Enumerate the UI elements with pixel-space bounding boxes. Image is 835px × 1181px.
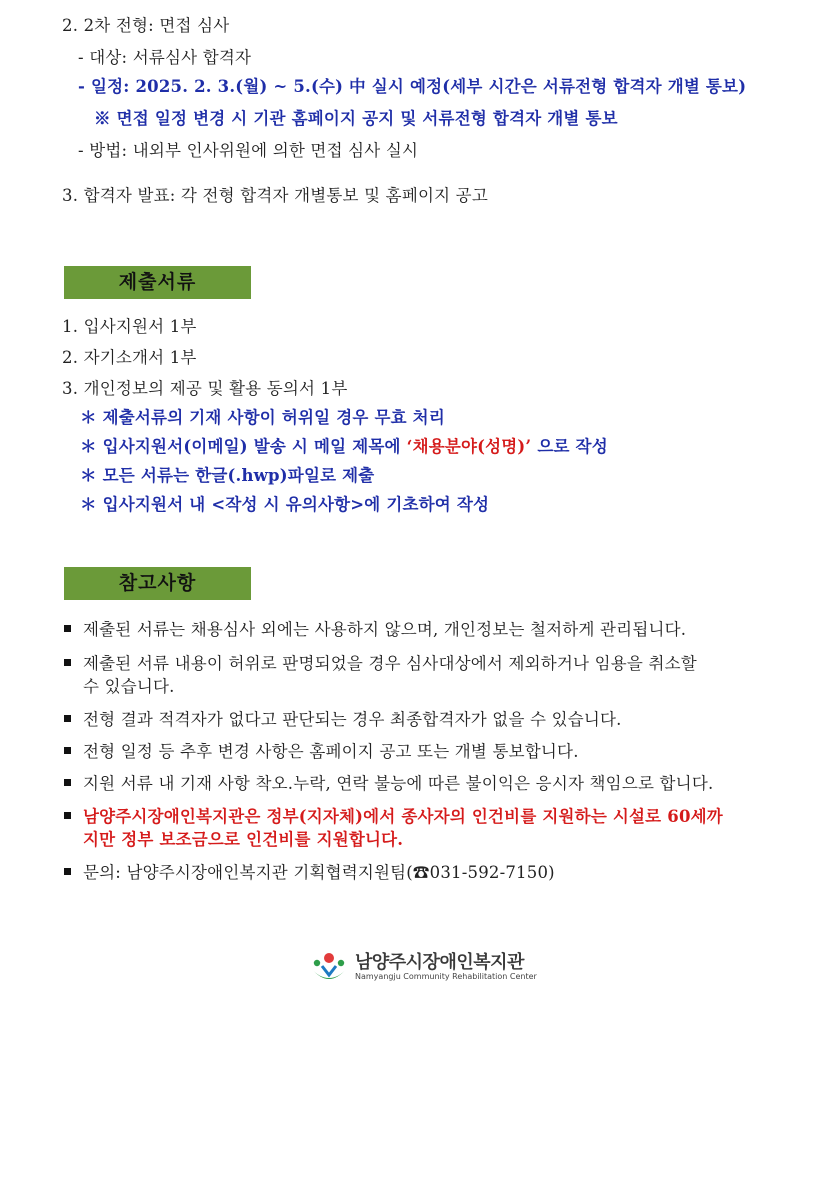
step2-note: ※ 면접 일정 변경 시 기관 홈페이지 공지 및 서류전형 합격자 개별 통보 bbox=[94, 109, 618, 128]
document-note-1: ＊ 제출서류의 기재 사항이 허위일 경우 무효 처리 bbox=[80, 408, 445, 427]
document-note-2-quote: ‘채용분야(성명)’ bbox=[406, 437, 532, 456]
bullet-square-icon bbox=[64, 747, 71, 754]
step2-title: 2. 2차 전형: 면접 심사 bbox=[62, 16, 230, 35]
reference-item-3-text: 전형 결과 적격자가 없다고 판단되는 경우 최종합격자가 없을 수 있습니다. bbox=[83, 710, 622, 729]
reference-item-4-text: 전형 일정 등 추후 변경 사항은 홈페이지 공고 또는 개별 통보합니다. bbox=[83, 742, 579, 761]
step2-method: - 방법: 내외부 인사위원에 의한 면접 심사 실시 bbox=[78, 141, 419, 160]
reference-item-6-text: 남양주시장애인복지관은 정부(지자체)에서 종사자의 인건비를 지원하는 시설로 60세까 bbox=[83, 807, 723, 826]
center-logo-name-en: Namyangju Community Rehabilitation Center bbox=[355, 972, 537, 981]
document-note-2-text: ＊ 입사지원서(이메일) 발송 시 메일 제목에 bbox=[80, 437, 401, 456]
references-header: 참고사항 bbox=[64, 567, 251, 600]
center-logo bbox=[309, 946, 539, 986]
document-item-2: 2. 자기소개서 1부 bbox=[62, 348, 197, 367]
center-logo-icon bbox=[309, 946, 349, 986]
document-note-4: ＊ 입사지원서 내 <작성 시 유의사항>에 기초하여 작성 bbox=[80, 495, 490, 514]
reference-item-7 bbox=[64, 859, 555, 883]
reference-item-6-cont: 지만 정부 보조금으로 인건비를 지원합니다. bbox=[83, 830, 404, 849]
reference-item-4 bbox=[64, 738, 579, 762]
reference-item-1-text: 제출된 서류는 채용심사 외에는 사용하지 않으며, 개인정보는 철저하게 관리됩니다. bbox=[83, 620, 687, 639]
bullet-square-icon bbox=[64, 659, 71, 666]
bullet-square-icon bbox=[64, 868, 71, 875]
document-item-3: 3. 개인정보의 제공 및 활용 동의서 1부 bbox=[62, 379, 348, 398]
step2-schedule: - 일정: 2025. 2. 3.(월) ~ 5.(수) 中 실시 예정(세부 시간은 서류전형 합격자 개별 통보) bbox=[78, 77, 747, 96]
bullet-square-icon bbox=[64, 715, 71, 722]
bullet-square-icon bbox=[64, 812, 71, 819]
reference-item-6 bbox=[64, 803, 723, 827]
bullet-square-icon bbox=[64, 779, 71, 786]
reference-item-1 bbox=[64, 616, 686, 640]
center-logo-name-kr: 남양주시장애인복지관 bbox=[355, 952, 524, 973]
documents-header: 제출서류 bbox=[64, 266, 251, 299]
reference-item-7-text: 문의: 남양주시장애인복지관 기획협력지원팀(☎031-592-7150) bbox=[83, 863, 555, 882]
step3-title: 3. 합격자 발표: 각 전형 합격자 개별통보 및 홈페이지 공고 bbox=[62, 186, 488, 205]
reference-item-5-text: 지원 서류 내 기재 사항 착오.누락, 연락 불능에 따른 불이익은 응시자 책임으로 합니다. bbox=[83, 774, 714, 793]
reference-item-2-cont: 수 있습니다. bbox=[83, 677, 175, 696]
reference-item-2 bbox=[64, 650, 697, 674]
bullet-square-icon bbox=[64, 625, 71, 632]
document-item-1: 1. 입사지원서 1부 bbox=[62, 317, 197, 336]
reference-item-3 bbox=[64, 706, 622, 730]
document-note-2-tail: 으로 작성 bbox=[537, 437, 608, 456]
document-note-3: ＊ 모든 서류는 한글(.hwp)파일로 제출 bbox=[80, 466, 375, 485]
document-note-2 bbox=[80, 433, 608, 457]
step2-target: - 대상: 서류심사 합격자 bbox=[78, 48, 252, 67]
reference-item-2-text: 제출된 서류 내용이 허위로 판명되었을 경우 심사대상에서 제외하거나 임용을 취소할 bbox=[83, 654, 697, 673]
reference-item-5 bbox=[64, 770, 713, 794]
